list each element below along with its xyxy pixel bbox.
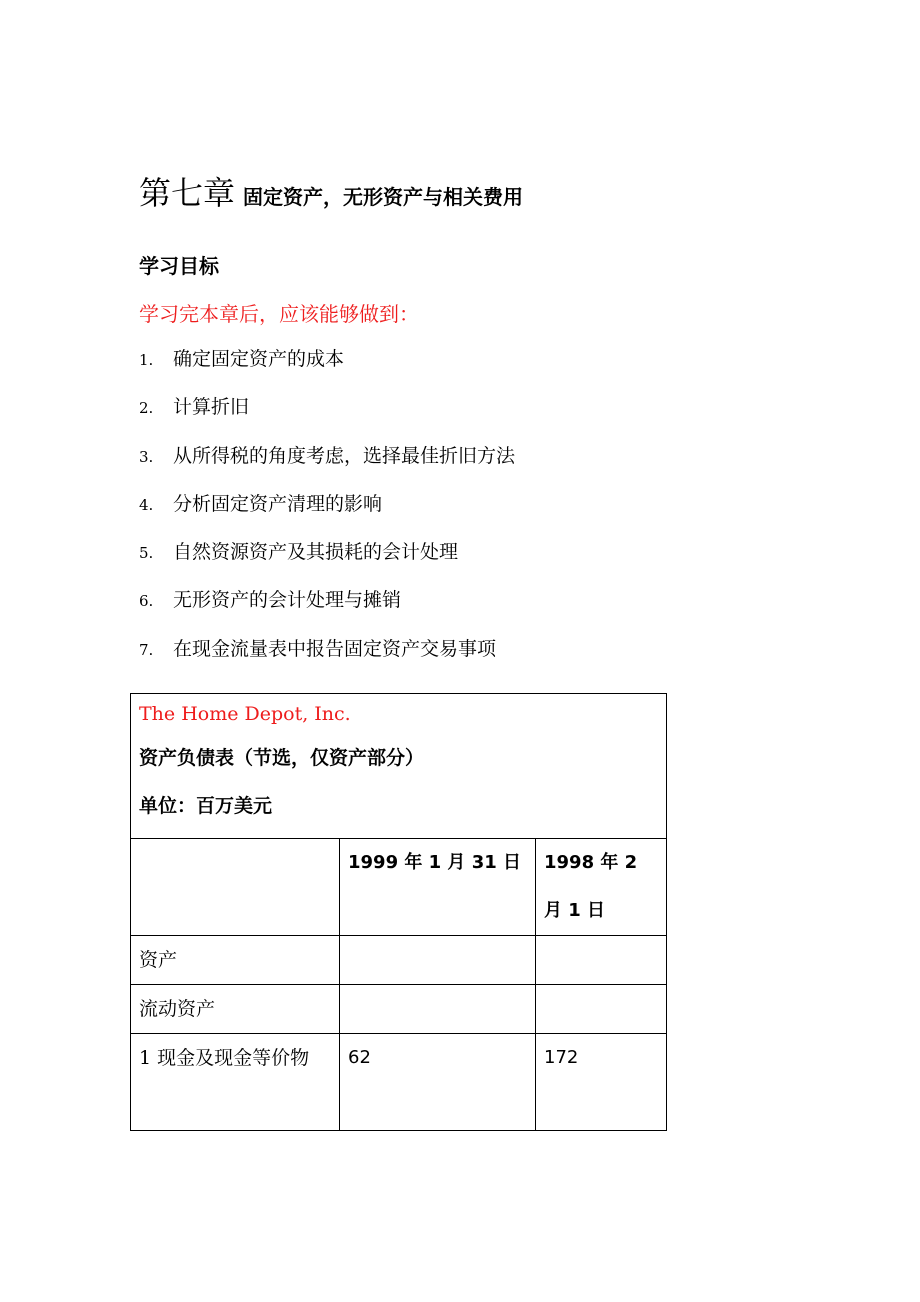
row-value-1999	[340, 985, 536, 1034]
row-value-1999: 62	[340, 1034, 536, 1131]
objective-text: 确定固定资产的成本	[173, 348, 345, 370]
row-value-1998	[536, 936, 667, 985]
row-label: 资产	[131, 936, 340, 985]
objective-number: 6.	[139, 592, 154, 611]
objective-item	[139, 581, 515, 629]
column-header-empty	[131, 839, 340, 936]
balance-sheet-table	[130, 693, 667, 1131]
company-name: The Home Depot, Inc.	[139, 703, 351, 725]
objective-text: 无形资产的会计处理与摊销	[173, 589, 402, 612]
objective-item	[139, 388, 515, 436]
column-header-1999: 1999 年 1 月 31 日	[340, 839, 536, 936]
row-label: 流动资产	[131, 985, 340, 1034]
chapter-number: 第七章	[139, 174, 236, 212]
objective-item	[139, 340, 515, 388]
objective-text: 分析固定资产清理的影响	[173, 492, 383, 515]
chapter-subtitle: 固定资产，无形资产与相关费用	[243, 185, 524, 209]
objective-number: 5.	[139, 544, 154, 563]
sheet-title: 资产负债表（节选，仅资产部分）	[139, 747, 425, 769]
objective-item	[139, 485, 515, 533]
table-row	[131, 985, 667, 1034]
objective-item	[139, 630, 515, 678]
chapter-title	[139, 168, 523, 214]
column-header-row	[131, 839, 667, 936]
objective-number: 2.	[139, 399, 154, 418]
objective-item	[139, 533, 515, 581]
row-label: 1 现金及现金等价物	[131, 1034, 340, 1131]
objective-number: 7.	[139, 640, 154, 659]
objective-text: 在现金流量表中报告固定资产交易事项	[173, 637, 497, 660]
column-header-1998: 1998 年 2 月 1 日	[536, 839, 667, 936]
objective-text: 从所得税的角度考虑，选择最佳折旧方法	[173, 444, 516, 467]
row-value-1998	[536, 985, 667, 1034]
row-value-1998: 172	[536, 1034, 667, 1131]
table-row	[131, 936, 667, 985]
objective-number: 3.	[139, 447, 154, 466]
unit-label: 单位：百万美元	[139, 795, 273, 817]
table-caption-cell	[131, 694, 667, 839]
objective-number: 1.	[139, 351, 154, 369]
table-header-block	[131, 694, 667, 839]
objectives-list	[139, 340, 515, 678]
objective-number: 4.	[139, 495, 154, 514]
objectives-intro: 学习完本章后，应该能够做到：	[139, 302, 419, 326]
objectives-heading: 学习目标	[139, 254, 219, 278]
objective-text: 自然资源资产及其损耗的会计处理	[173, 541, 459, 564]
row-value-1999	[340, 936, 536, 985]
table-row	[131, 1034, 667, 1131]
objective-text: 计算折旧	[173, 396, 250, 419]
objective-item	[139, 437, 515, 485]
